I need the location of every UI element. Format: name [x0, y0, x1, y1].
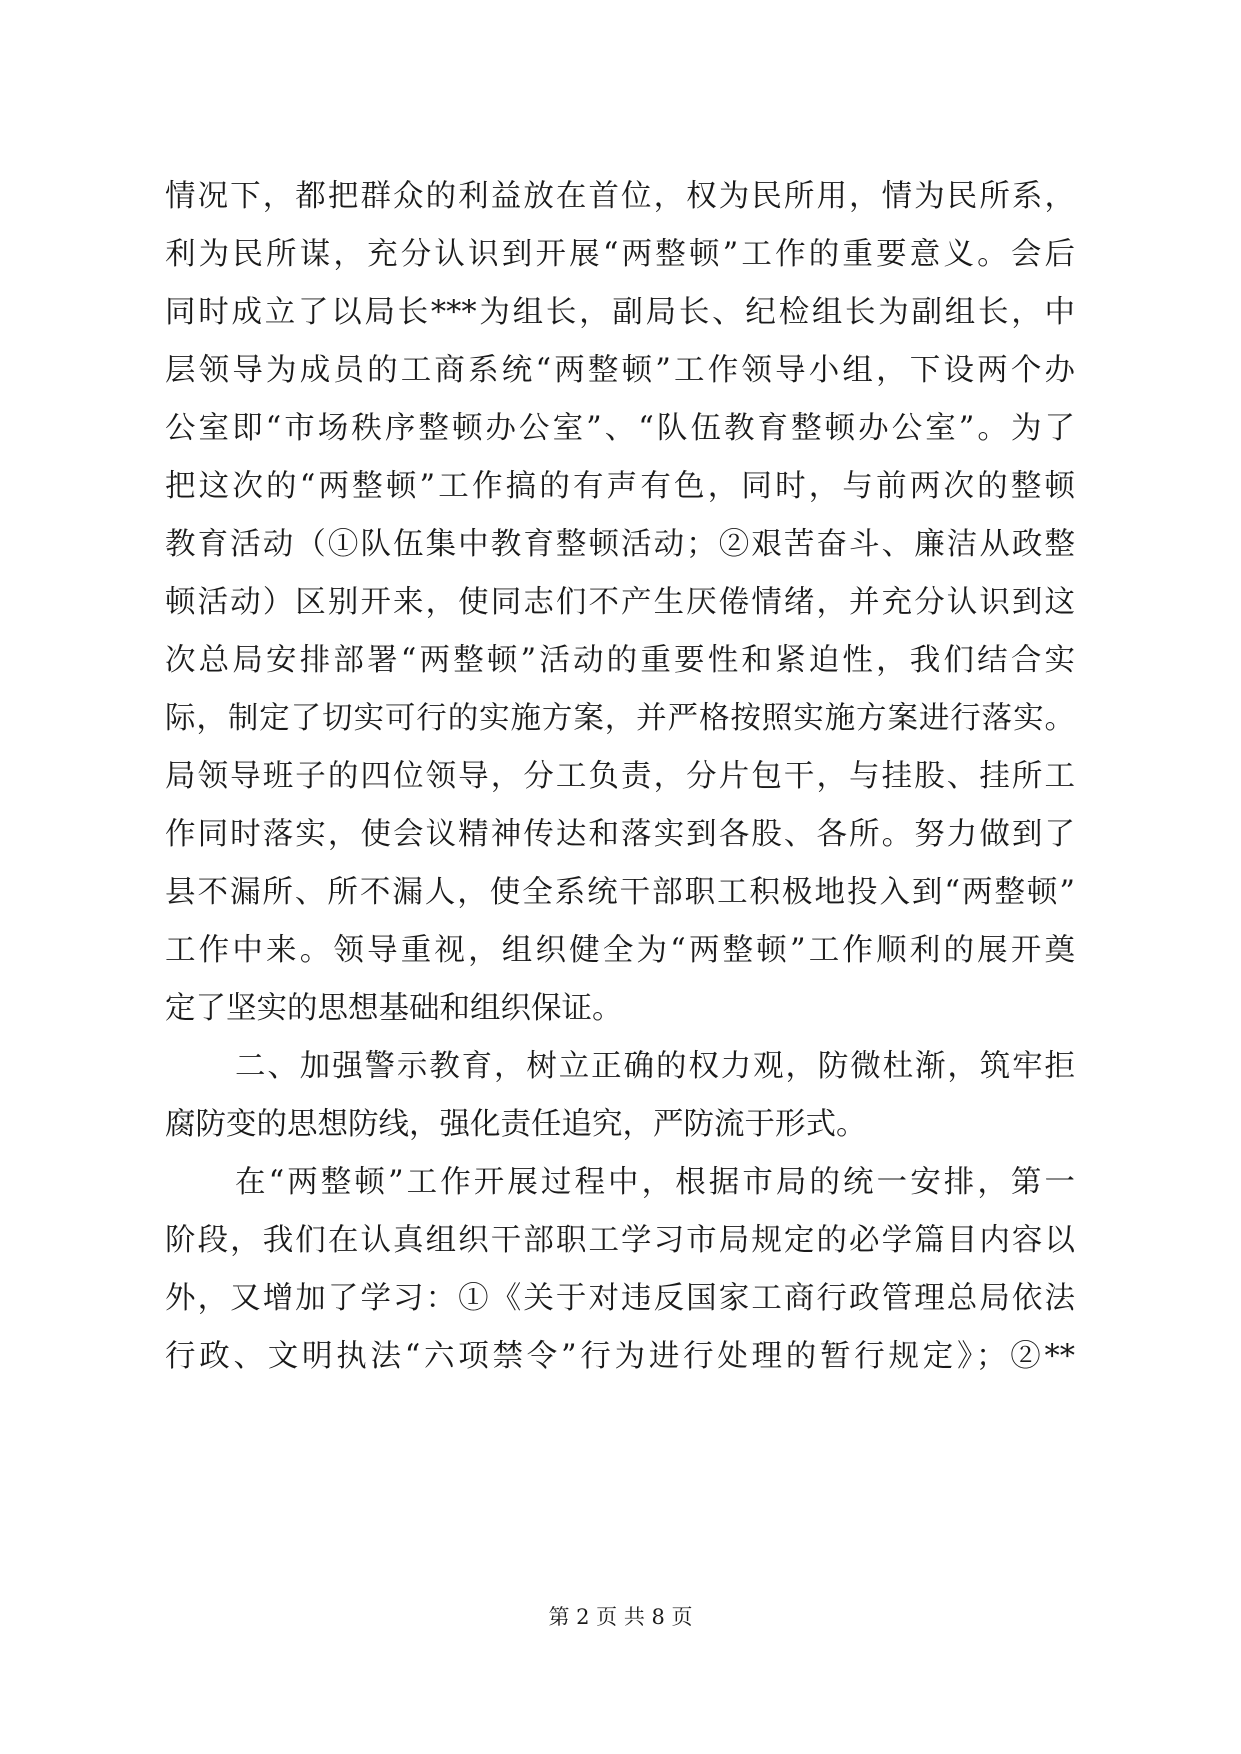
body-text-line: 层领导为成员的工商系统“两整顿”工作领导小组，下设两个办 [165, 353, 1075, 388]
body-text-line: 县不漏所、所不漏人，使全系统干部职工积极地投入到“两整顿” [165, 875, 1075, 910]
body-text-line: 在“两整顿”工作开展过程中，根据市局的统一安排，第一 [235, 1165, 1075, 1200]
body-text-line: 教育活动（①队伍集中教育整顿活动；②艰苦奋斗、廉洁从政整 [165, 527, 1075, 562]
body-text-line: 情况下，都把群众的利益放在首位，权为民所用，情为民所系， [165, 179, 1075, 214]
body-text-line: 利为民所谋，充分认识到开展“两整顿”工作的重要意义。会后 [165, 237, 1075, 272]
page-number-footer: 第 2 页 共 8 页 [548, 1605, 693, 1629]
body-text-line: 把这次的“两整顿”工作搞的有声有色，同时，与前两次的整顿 [165, 469, 1075, 504]
section-heading-line: 二、加强警示教育，树立正确的权力观，防微杜渐，筑牢拒 [235, 1049, 1075, 1084]
body-text-line: 局领导班子的四位领导，分工负责，分片包干，与挂股、挂所工 [165, 759, 1075, 794]
body-text-line: 定了坚实的思想基础和组织保证。 [165, 991, 623, 1026]
body-text-line: 次总局安排部署“两整顿”活动的重要性和紧迫性，我们结合实 [165, 643, 1075, 678]
body-text-line: 顿活动）区别开来，使同志们不产生厌倦情绪，并充分认识到这 [165, 585, 1075, 620]
body-text-line: 行政、文明执法“六项禁令”行为进行处理的暂行规定》；②** [165, 1339, 1075, 1374]
body-text-line: 工作中来。领导重视，组织健全为“两整顿”工作顺利的展开奠 [165, 933, 1075, 968]
section-heading-line: 腐防变的思想防线，强化责任追究，严防流于形式。 [165, 1107, 867, 1142]
body-text-line: 际，制定了切实可行的实施方案，并严格按照实施方案进行落实。 [165, 701, 1075, 736]
body-text-line: 公室即“市场秩序整顿办公室”、“队伍教育整顿办公室”。为了 [165, 411, 1075, 446]
body-text-line: 外，又增加了学习：①《关于对违反国家工商行政管理总局依法 [165, 1281, 1075, 1316]
body-text-line: 同时成立了以局长***为组长，副局长、纪检组长为副组长，中 [165, 295, 1075, 330]
body-text-line: 作同时落实，使会议精神传达和落实到各股、各所。努力做到了 [165, 817, 1075, 852]
body-text-line: 阶段，我们在认真组织干部职工学习市局规定的必学篇目内容以 [165, 1223, 1075, 1258]
